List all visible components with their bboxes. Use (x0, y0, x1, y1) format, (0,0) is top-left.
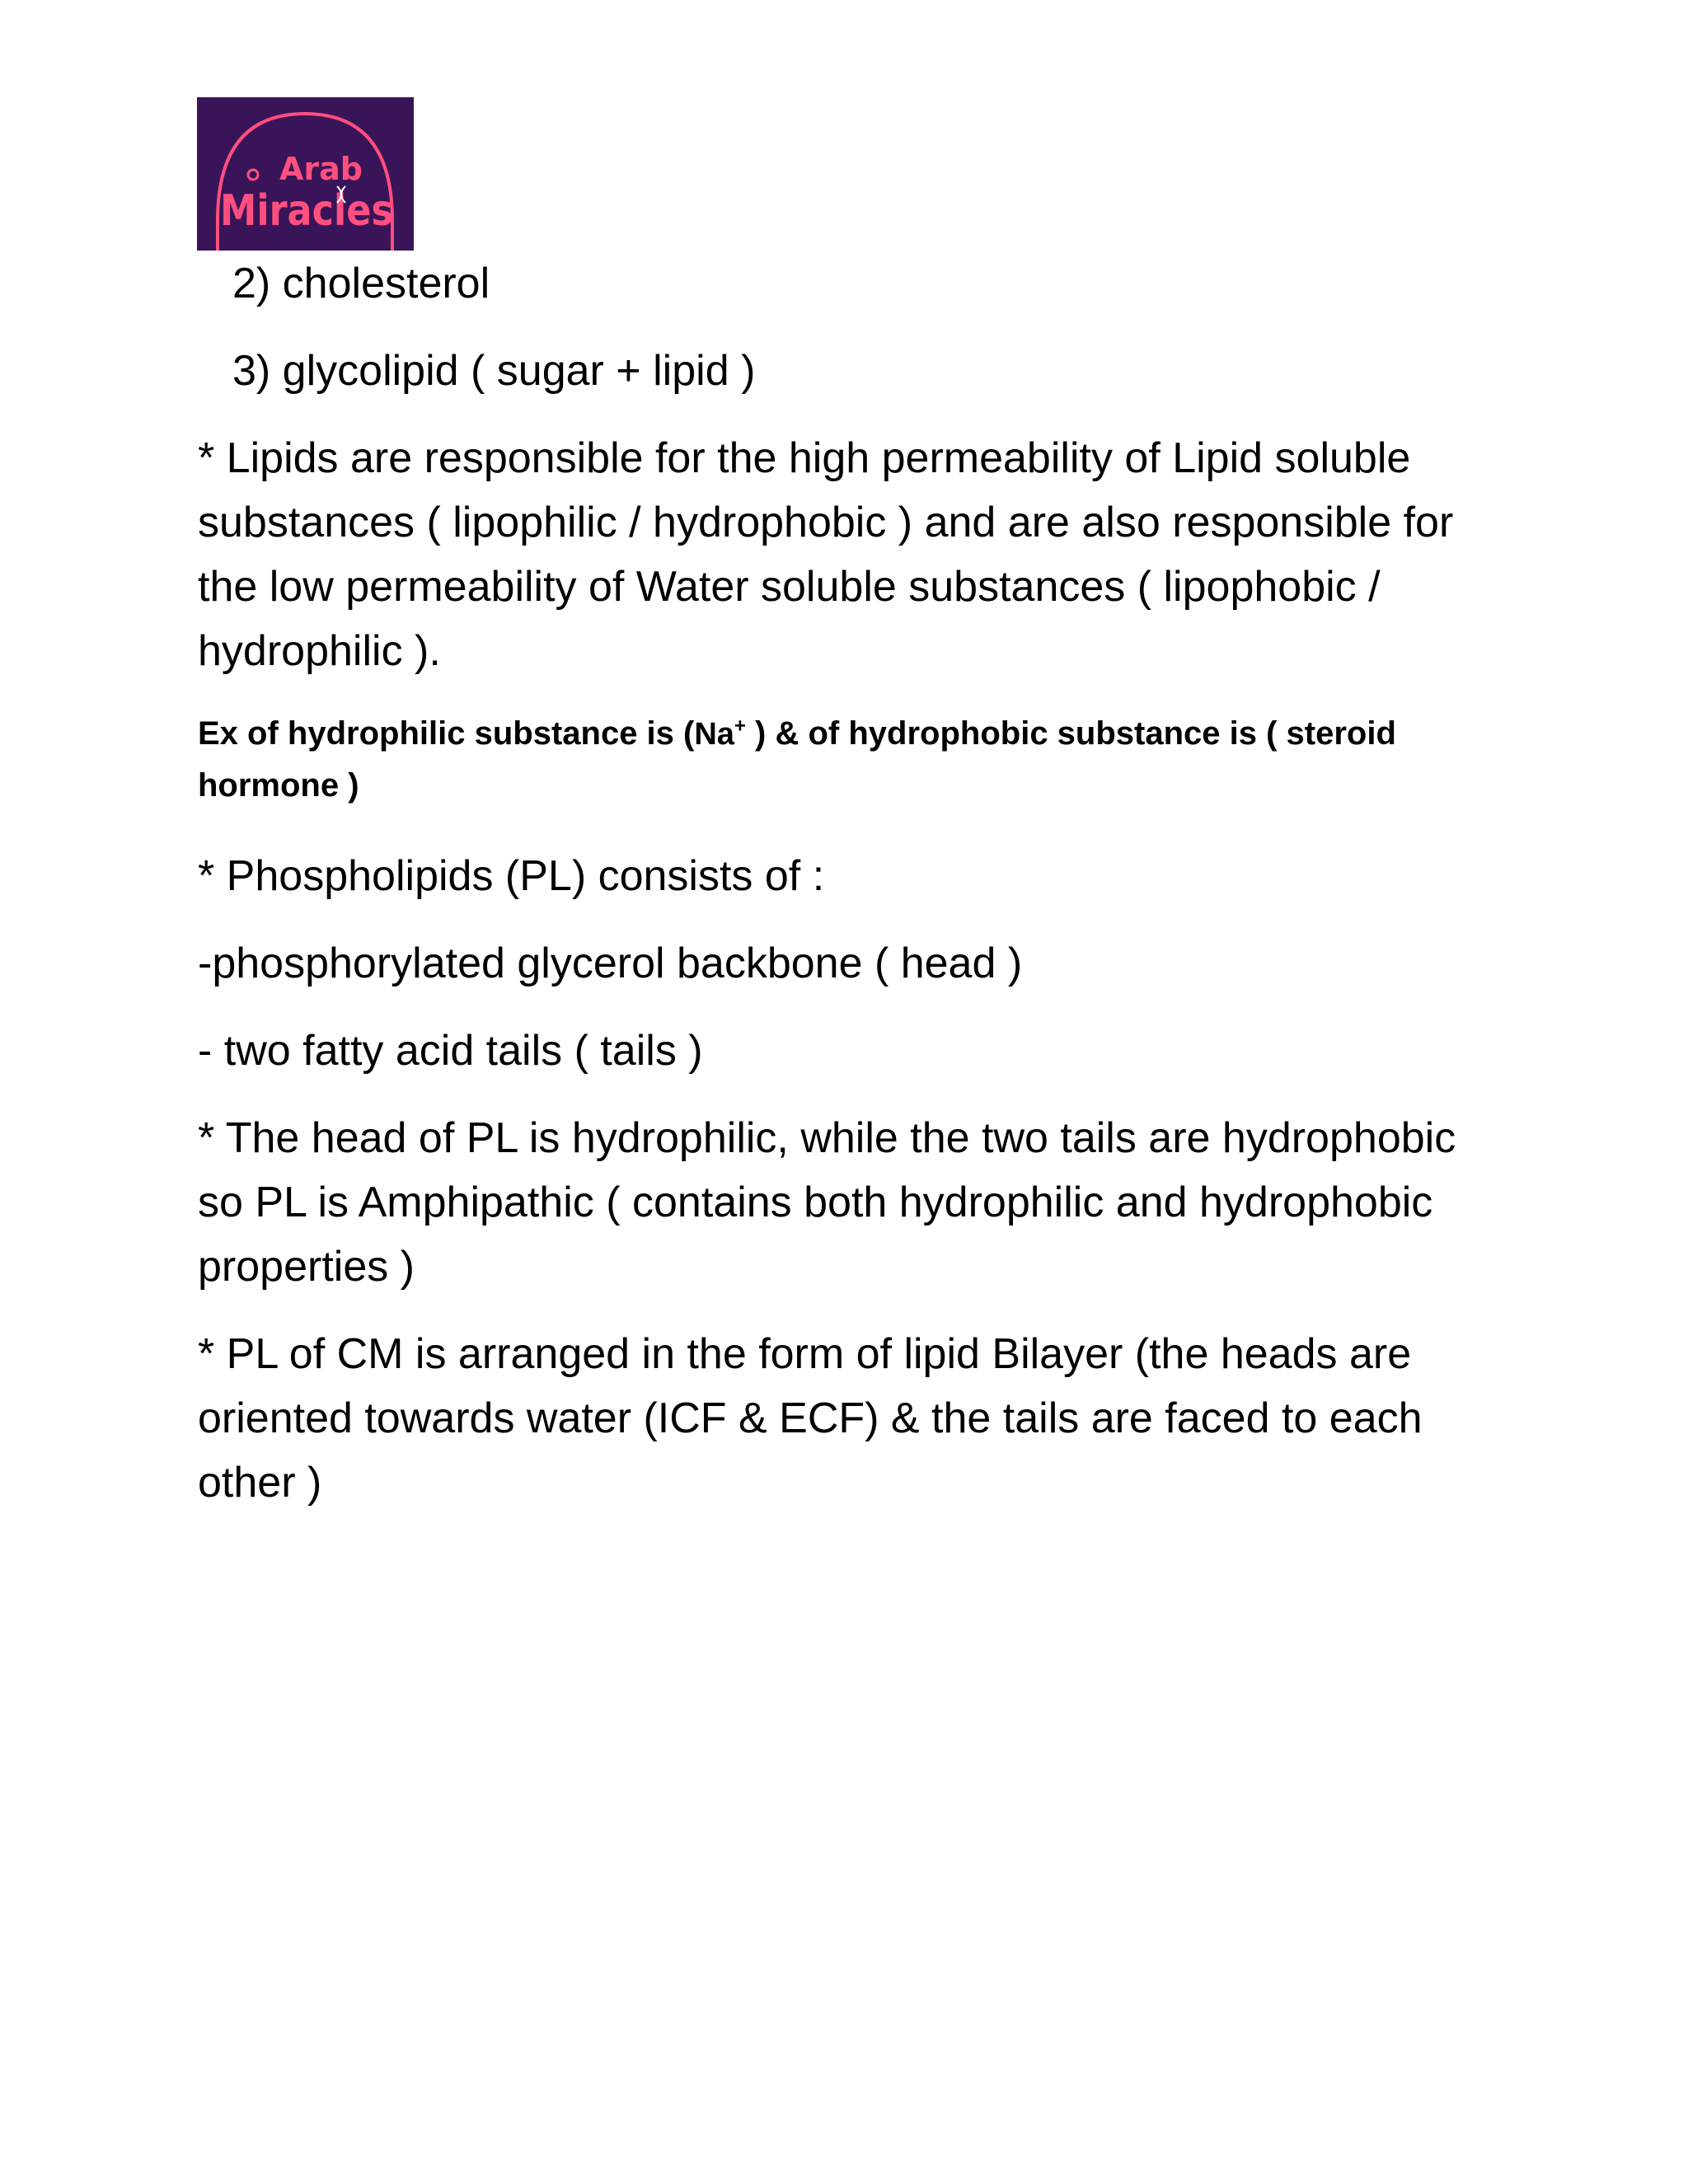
example-substances (198, 708, 1484, 811)
sodium-ion: Na (694, 717, 734, 752)
list-item-cholesterol: 2) cholesterol (232, 260, 490, 307)
phospholipids-heading: * Phospholipids (PL) consists of : (198, 852, 825, 900)
phospholipids-part-head: -phosphorylated glycerol backbone ( head ) (198, 940, 1023, 987)
example-text-after: ) & of hydrophobic substance is ( steroid hormone ) (198, 715, 1396, 804)
sodium-charge: + (734, 715, 746, 738)
arab-miracles-logo (197, 97, 414, 251)
paragraph-lipid-permeability: * Lipids are responsible for the high permeability of Lipid soluble substances ( lipophilic / hydrophobic ) and are also responsible for the low permeability of Water soluble substances ( lipophobic / hydrophilic ). (198, 434, 1454, 675)
list-item-glycolipid: 3) glycolipid ( sugar + lipid ) (232, 347, 756, 395)
paragraph-amphipathic: * The head of PL is hydrophilic, while the two tails are hydrophobic so PL is Amphipathic ( contains both hydrophilic and hydrophobic properties ) (198, 1114, 1456, 1291)
logo-word-arab: Arab (279, 151, 363, 187)
logo-graphic (197, 97, 414, 251)
logo-word-miracles: Miracles (220, 186, 393, 236)
document-body (198, 251, 1484, 1515)
phospholipids-part-tails: - two fatty acid tails ( tails ) (198, 1027, 703, 1075)
paragraph-lipid-bilayer: * PL of CM is arranged in the form of lipid Bilayer (the heads are oriented towards water (ICF & ECF) & the tails are faced to each other ) (198, 1330, 1423, 1507)
example-text-before: Ex of hydrophilic substance is ( (198, 715, 695, 752)
